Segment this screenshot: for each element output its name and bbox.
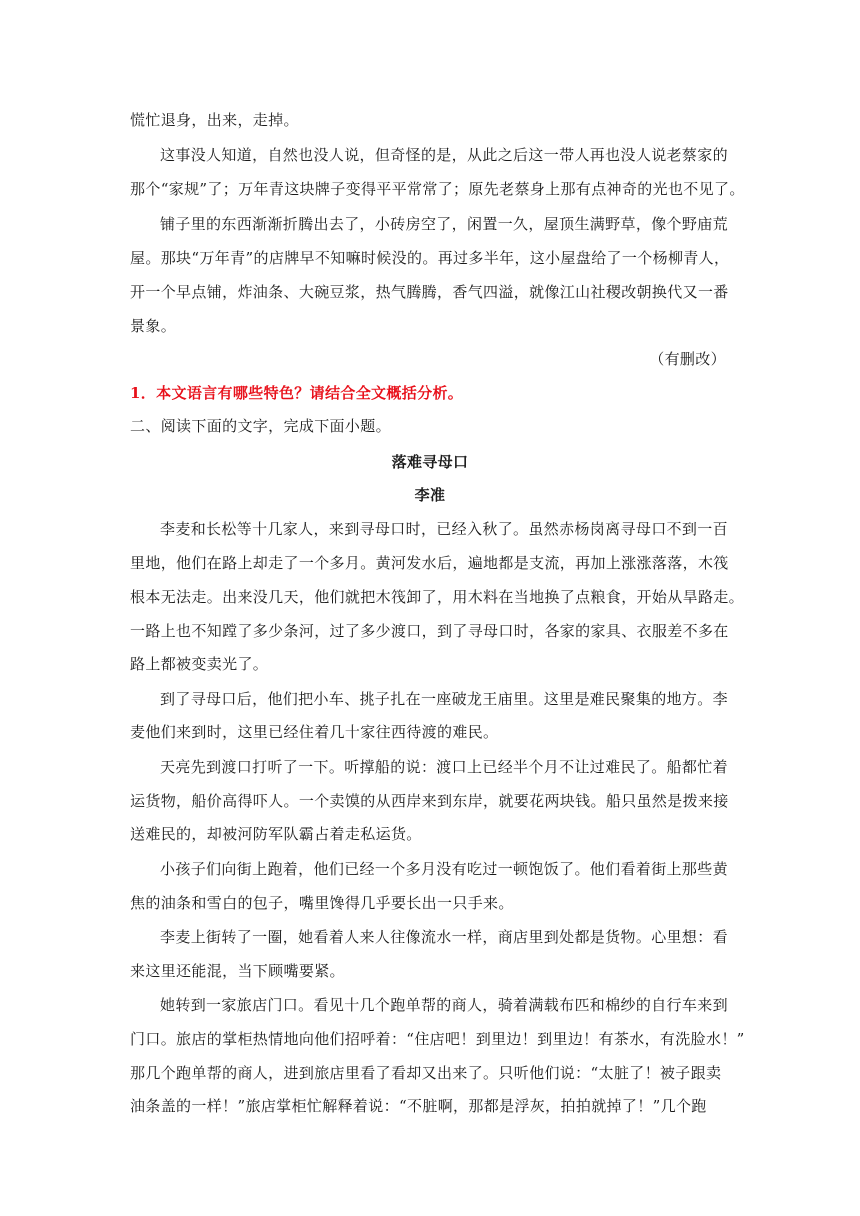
paragraph-line: 天亮先到渡口打听了一下。听撑船的说：渡口上已经半个月不让过难民了。船都忙着: [160, 758, 728, 776]
paragraph-line: 门口。旅店的掌柜热情地向他们招呼着：“住店吧！到里边！到里边！有茶水，有洗脸水！”: [130, 1030, 745, 1048]
paragraph-line: 铺子里的东西渐渐折腾出去了，小砖房空了，闲置一久，屋顶生满野草，像个野庙荒: [160, 215, 728, 233]
paragraph-line: 送难民的，却被河防军队霸占着走私运货。: [130, 825, 422, 843]
paragraph-line: 李麦上街转了一圈，她看着人来人往像流水一样，商店里到处都是货物。心里想：看: [160, 928, 728, 946]
paragraph-line: 油条盖的一样！”旅店掌柜忙解释着说：“不脏啊，那都是浮灰，拍拍就掉了！”几个跑: [130, 1097, 707, 1115]
paragraph-line: 这事没人知道，自然也没人说，但奇怪的是，从此之后这一带人再也没人说老蔡家的: [160, 146, 728, 164]
paragraph-line: 李麦和长松等十几家人，来到寻母口时，已经入秋了。虽然赤杨岗离寻母口不到一百: [160, 520, 728, 538]
paragraph-line: 那几个跑单帮的商人，进到旅店里看了看却又出来了。只听他们说：“太脏了！被子跟卖: [130, 1064, 722, 1082]
paragraph-line: 景象。: [130, 317, 177, 335]
paragraph-line: 麦他们来到时，这里已经住着几十家往西待渡的难民。: [130, 723, 499, 741]
paragraph-line: 焦的油条和雪白的包子，嘴里馋得几乎要长出一只手来。: [130, 894, 514, 912]
paragraph-line: 到了寻母口后，他们把小车、挑子扎在一座破龙王庙里。这里是难民聚集的地方。李: [160, 690, 728, 708]
question-1: 1．本文语言有哪些特色？请结合全文概括分析。: [130, 384, 464, 402]
paragraph-line: 来这里还能混，当下顾嘴要紧。: [130, 962, 345, 980]
section-heading: 二、阅读下面的文字，完成下面小题。: [130, 417, 391, 435]
paragraph-line: 她转到一家旅店门口。看见十几个跑单帮的商人，骑着满载布匹和棉纱的自行车来到: [160, 996, 728, 1014]
paragraph-line: 屋。那块“万年青”的店牌早不知嘛时候没的。再过多半年，这小屋盘给了一个杨柳青人，: [130, 249, 730, 267]
paragraph-line: 运货物，船价高得吓人。一个卖馍的从西岸来到东岸，就要花两块钱。船只虽然是拨来接: [130, 792, 729, 810]
source-note: （有删改）: [649, 350, 726, 368]
paragraph-line: 根本无法走。出来没几天，他们就把木筏卸了，用木料在当地换了点粮食，开始从旱路走。: [130, 588, 745, 606]
paragraph-line: 开一个早点铺，炸油条、大碗豆浆，热气腾腾，香气四溢，就像江山社稷改朝换代又一番: [130, 283, 729, 301]
paragraph-line: 里地，他们在路上却走了一个多月。黄河发水后，遍地都是支流，再加上涨涨落落，木筏: [130, 554, 729, 572]
paragraph-line: 小孩子们向街上跑着，他们已经一个多月没有吃过一顿饱饭了。他们看着街上那些黄: [160, 860, 728, 878]
article-author: 李准: [414, 486, 446, 504]
paragraph-line: 慌忙退身，出来，走掉。: [130, 111, 299, 129]
paragraph-line: 一路上也不知蹚了多少条河，过了多少渡口，到了寻母口时，各家的家具、衣服差不多在: [130, 622, 729, 640]
article-title: 落难寻母口: [391, 453, 469, 471]
paragraph-line: 那个“家规”了；万年青这块牌子变得平平常常了；原先老蔡身上那有点神奇的光也不见了。: [130, 180, 745, 198]
paragraph-line: 路上都被变卖光了。: [130, 655, 269, 673]
